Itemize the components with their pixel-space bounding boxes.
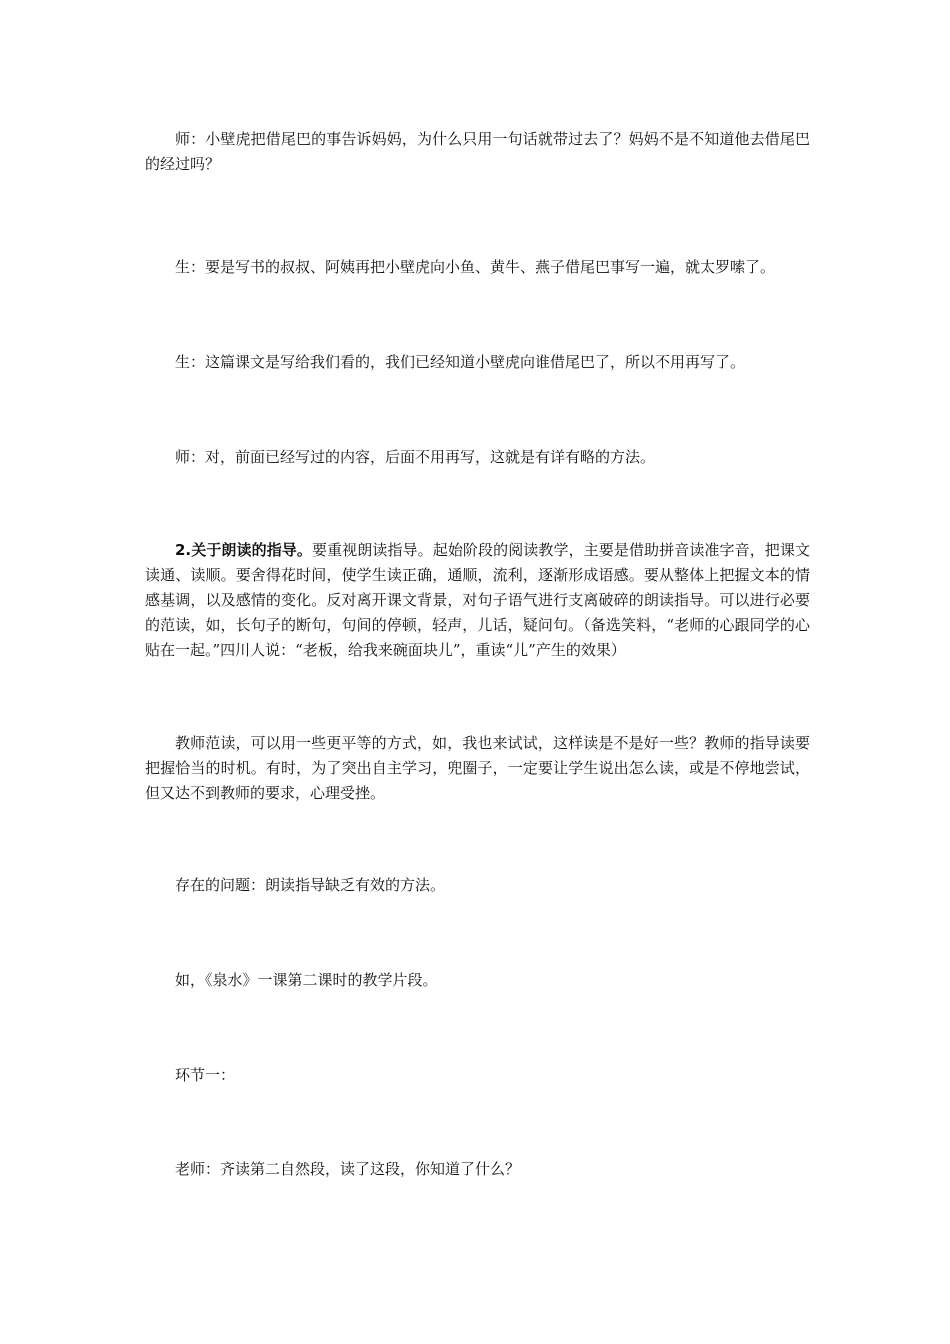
paragraph-student-answer-1: 生：要是写书的叔叔、阿姨再把小壁虎向小鱼、黄牛、燕子借尾巴事写一遍，就太罗嗦了。 — [175, 258, 776, 276]
paragraph-teacher-question: 师：小壁虎把借尾巴的事告诉妈妈，为什么只用一句话就带过去了？妈妈不是不知道他去借尾巴的经过吗？ — [145, 130, 810, 173]
section-heading: 2.关于朗读的指导。 — [175, 541, 312, 559]
paragraph-teacher-model-reading: 教师范读，可以用一些更平等的方式，如，我也来试试，这样读是不是好一些？教师的指导读要把握恰当的时机。有时，为了突出自主学习，兜圈子，一定要让学生说出怎么读，或是不停地尝试，但又达不到教师的要求，心理受挫。 — [145, 734, 810, 802]
section-body: 要重视朗读指导。起始阶段的阅读教学，主要是借助拼音读准字音，把课文读通、读顺。要舍得花时间，使学生读正确，通顺，流利，逐渐形成语感。要从整体上把握文本的情感基调，以及感情的变化。反对离开课文背景，对句子语气进行支离破碎的朗读指导。可以进行必要的范读，如，长句子的断句，句间的停顿，轻声，儿话，疑问句。（备选笑料，“老师的心跟同学的心贴在一起。”四川人说：“老板，给我来碗面块儿”，重读“儿”产生的效果） — [145, 541, 810, 659]
paragraph-step-one: 环节一： — [175, 1066, 236, 1084]
paragraph-example: 如，《泉水》一课第二课时的教学片段。 — [175, 971, 438, 989]
paragraph-student-answer-2: 生：这篇课文是写给我们看的，我们已经知道小壁虎向谁借尾巴了，所以不用再写了。 — [175, 353, 746, 371]
paragraph-teacher-summary: 师：对，前面已经写过的内容，后面不用再写，这就是有详有略的方法。 — [175, 448, 656, 466]
paragraph-problem: 存在的问题：朗读指导缺乏有效的方法。 — [175, 876, 446, 894]
paragraph-reading-guidance — [145, 538, 810, 663]
paragraph-teacher-instruction: 老师：齐读第二自然段，读了这段，你知道了什么？ — [175, 1160, 521, 1178]
